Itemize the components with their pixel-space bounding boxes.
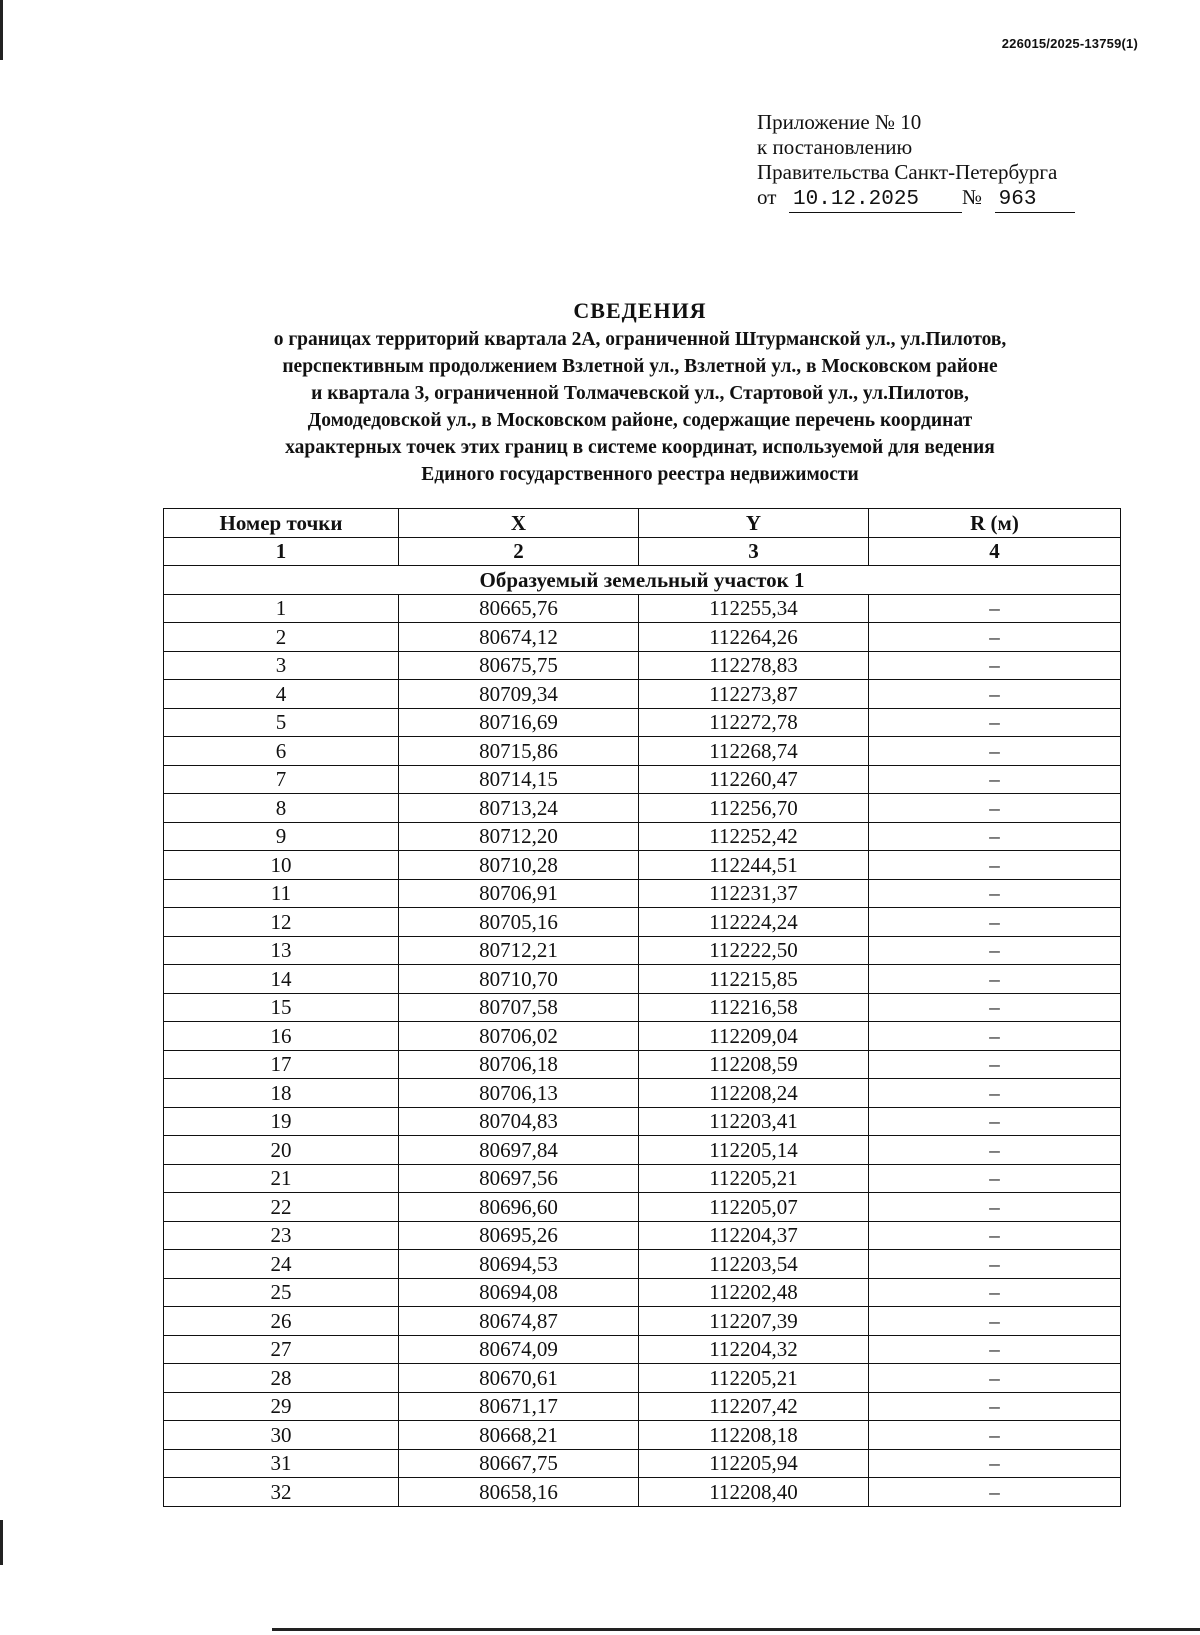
point-number-cell: 28 (164, 1364, 399, 1393)
y-coordinate-cell: 112208,18 (639, 1421, 869, 1450)
scan-bottom-edge (272, 1628, 1200, 1631)
point-number-cell: 3 (164, 651, 399, 680)
radius-cell: – (869, 993, 1121, 1022)
document-heading (160, 298, 1120, 488)
x-coordinate-cell: 80713,24 (399, 794, 639, 823)
radius-cell: – (869, 879, 1121, 908)
heading-title: СВЕДЕНИЯ (573, 298, 707, 323)
table-row (164, 651, 1121, 680)
table-row (164, 1022, 1121, 1051)
y-coordinate-cell: 112203,54 (639, 1250, 869, 1279)
radius-cell: – (869, 1478, 1121, 1507)
y-coordinate-cell: 112260,47 (639, 765, 869, 794)
appendix-resolution: к постановлению (757, 135, 913, 159)
y-coordinate-cell: 112208,24 (639, 1079, 869, 1108)
table-row (164, 993, 1121, 1022)
table-row (164, 1449, 1121, 1478)
y-coordinate-cell: 112208,40 (639, 1478, 869, 1507)
y-coordinate-cell: 112268,74 (639, 737, 869, 766)
table-body (164, 537, 1121, 1506)
y-coordinate-cell: 112273,87 (639, 680, 869, 709)
radius-cell: – (869, 708, 1121, 737)
table-row (164, 1221, 1121, 1250)
resolution-number: 963 (995, 187, 1075, 213)
radius-cell: – (869, 623, 1121, 652)
x-coordinate-cell: 80706,91 (399, 879, 639, 908)
x-coordinate-cell: 80710,28 (399, 851, 639, 880)
x-coordinate-cell: 80707,58 (399, 993, 639, 1022)
table-row (164, 623, 1121, 652)
point-number-cell: 27 (164, 1335, 399, 1364)
table-row (164, 794, 1121, 823)
heading-line: о границах территорий квартала 2А, ограниченной Штурманской ул., ул.Пилотов, (273, 329, 1007, 350)
point-number-cell: 6 (164, 737, 399, 766)
point-number-cell: 18 (164, 1079, 399, 1108)
y-coordinate-cell: 112202,48 (639, 1278, 869, 1307)
x-coordinate-cell: 80712,21 (399, 936, 639, 965)
y-coordinate-cell: 112231,37 (639, 879, 869, 908)
x-coordinate-cell: 80658,16 (399, 1478, 639, 1507)
y-coordinate-cell: 112207,39 (639, 1307, 869, 1336)
y-coordinate-cell: 112208,59 (639, 1050, 869, 1079)
heading-line: перспективным продолжением Взлетной ул., Взлетной ул., в Московском районе (282, 356, 998, 377)
x-coordinate-cell: 80694,08 (399, 1278, 639, 1307)
table-row (164, 594, 1121, 623)
x-coordinate-cell: 80697,84 (399, 1136, 639, 1165)
x-coordinate-cell: 80697,56 (399, 1164, 639, 1193)
x-coordinate-cell: 80667,75 (399, 1449, 639, 1478)
point-number-cell: 20 (164, 1136, 399, 1165)
radius-cell: – (869, 936, 1121, 965)
column-number: 4 (869, 537, 1121, 566)
point-number-cell: 12 (164, 908, 399, 937)
coordinates-table (163, 508, 1121, 1507)
point-number-cell: 13 (164, 936, 399, 965)
radius-cell: – (869, 1079, 1121, 1108)
x-coordinate-cell: 80714,15 (399, 765, 639, 794)
radius-cell: – (869, 1392, 1121, 1421)
radius-cell: – (869, 1307, 1121, 1336)
table-row (164, 1421, 1121, 1450)
x-coordinate-cell: 80694,53 (399, 1250, 639, 1279)
table-row (164, 936, 1121, 965)
column-number: 2 (399, 537, 639, 566)
radius-cell: – (869, 1421, 1121, 1450)
x-coordinate-cell: 80712,20 (399, 822, 639, 851)
appendix-date-line (757, 185, 1075, 213)
y-coordinate-cell: 112209,04 (639, 1022, 869, 1051)
radius-cell: – (869, 908, 1121, 937)
document-code: 226015/2025-13759(1) (1001, 36, 1138, 51)
y-coordinate-cell: 112272,78 (639, 708, 869, 737)
resolution-date: 10.12.2025 (789, 187, 962, 213)
radius-cell: – (869, 1050, 1121, 1079)
y-coordinate-cell: 112222,50 (639, 936, 869, 965)
y-coordinate-cell: 112252,42 (639, 822, 869, 851)
heading-line: Домодедовской ул., в Московском районе, содержащие перечень координат (307, 410, 973, 431)
scan-edge-mark-bottom (0, 1520, 3, 1565)
y-coordinate-cell: 112204,37 (639, 1221, 869, 1250)
y-coordinate-cell: 112205,94 (639, 1449, 869, 1478)
heading-line: Единого государственного реестра недвижимости (421, 464, 859, 485)
scan-edge-mark-top (0, 0, 3, 60)
section-row (164, 566, 1121, 595)
point-number-cell: 17 (164, 1050, 399, 1079)
table-row (164, 1478, 1121, 1507)
table-row (164, 879, 1121, 908)
table-row (164, 1136, 1121, 1165)
table-row (164, 1335, 1121, 1364)
point-number-cell: 2 (164, 623, 399, 652)
appendix-government: Правительства Санкт-Петербурга (757, 160, 1058, 184)
y-coordinate-cell: 112224,24 (639, 908, 869, 937)
x-coordinate-cell: 80670,61 (399, 1364, 639, 1393)
column-number: 1 (164, 537, 399, 566)
radius-cell: – (869, 1107, 1121, 1136)
table-row (164, 908, 1121, 937)
radius-cell: – (869, 737, 1121, 766)
table-row (164, 1307, 1121, 1336)
section-title: Образуемый земельный участок 1 (164, 566, 1121, 595)
radius-cell: – (869, 1164, 1121, 1193)
x-coordinate-cell: 80675,75 (399, 651, 639, 680)
radius-cell: – (869, 765, 1121, 794)
radius-cell: – (869, 594, 1121, 623)
point-number-cell: 32 (164, 1478, 399, 1507)
y-coordinate-cell: 112264,26 (639, 623, 869, 652)
y-coordinate-cell: 112256,70 (639, 794, 869, 823)
table-row (164, 1278, 1121, 1307)
y-coordinate-cell: 112203,41 (639, 1107, 869, 1136)
heading-line: и квартала 3, ограниченной Толмачевской ул., Стартовой ул., ул.Пилотов, (311, 383, 969, 404)
point-number-cell: 19 (164, 1107, 399, 1136)
header-y: Y (639, 509, 869, 538)
point-number-cell: 26 (164, 1307, 399, 1336)
x-coordinate-cell: 80709,34 (399, 680, 639, 709)
y-coordinate-cell: 112207,42 (639, 1392, 869, 1421)
x-coordinate-cell: 80715,86 (399, 737, 639, 766)
table-row (164, 708, 1121, 737)
point-number-cell: 11 (164, 879, 399, 908)
point-number-cell: 30 (164, 1421, 399, 1450)
table-row (164, 765, 1121, 794)
point-number-cell: 16 (164, 1022, 399, 1051)
x-coordinate-cell: 80671,17 (399, 1392, 639, 1421)
number-prefix: № (962, 185, 983, 209)
y-coordinate-cell: 112244,51 (639, 851, 869, 880)
y-coordinate-cell: 112278,83 (639, 651, 869, 680)
table-header-row (164, 509, 1121, 538)
point-number-cell: 14 (164, 965, 399, 994)
table-row (164, 737, 1121, 766)
radius-cell: – (869, 1136, 1121, 1165)
radius-cell: – (869, 1335, 1121, 1364)
point-number-cell: 31 (164, 1449, 399, 1478)
point-number-cell: 21 (164, 1164, 399, 1193)
table-row (164, 1050, 1121, 1079)
appendix-title: Приложение № 10 (757, 110, 922, 134)
point-number-cell: 9 (164, 822, 399, 851)
table-row (164, 1193, 1121, 1222)
point-number-cell: 7 (164, 765, 399, 794)
y-coordinate-cell: 112205,14 (639, 1136, 869, 1165)
y-coordinate-cell: 112205,21 (639, 1364, 869, 1393)
appendix-block (757, 110, 1075, 213)
radius-cell: – (869, 1278, 1121, 1307)
x-coordinate-cell: 80705,16 (399, 908, 639, 937)
point-number-cell: 25 (164, 1278, 399, 1307)
y-coordinate-cell: 112215,85 (639, 965, 869, 994)
x-coordinate-cell: 80716,69 (399, 708, 639, 737)
table-row (164, 851, 1121, 880)
point-number-cell: 5 (164, 708, 399, 737)
header-radius: R (м) (869, 509, 1121, 538)
x-coordinate-cell: 80668,21 (399, 1421, 639, 1450)
point-number-cell: 23 (164, 1221, 399, 1250)
table-row (164, 1364, 1121, 1393)
radius-cell: – (869, 651, 1121, 680)
point-number-cell: 22 (164, 1193, 399, 1222)
y-coordinate-cell: 112205,07 (639, 1193, 869, 1222)
point-number-cell: 4 (164, 680, 399, 709)
table-row (164, 1107, 1121, 1136)
x-coordinate-cell: 80704,83 (399, 1107, 639, 1136)
column-number: 3 (639, 537, 869, 566)
y-coordinate-cell: 112205,21 (639, 1164, 869, 1193)
x-coordinate-cell: 80706,02 (399, 1022, 639, 1051)
table-row (164, 1250, 1121, 1279)
radius-cell: – (869, 822, 1121, 851)
point-number-cell: 8 (164, 794, 399, 823)
table-row (164, 1079, 1121, 1108)
radius-cell: – (869, 680, 1121, 709)
table-row (164, 1164, 1121, 1193)
point-number-cell: 24 (164, 1250, 399, 1279)
x-coordinate-cell: 80695,26 (399, 1221, 639, 1250)
table-row (164, 822, 1121, 851)
column-number-row (164, 537, 1121, 566)
point-number-cell: 10 (164, 851, 399, 880)
header-point-number: Номер точки (164, 509, 399, 538)
y-coordinate-cell: 112204,32 (639, 1335, 869, 1364)
radius-cell: – (869, 1449, 1121, 1478)
point-number-cell: 1 (164, 594, 399, 623)
table-row (164, 680, 1121, 709)
x-coordinate-cell: 80696,60 (399, 1193, 639, 1222)
radius-cell: – (869, 1022, 1121, 1051)
x-coordinate-cell: 80674,09 (399, 1335, 639, 1364)
date-prefix: от (757, 185, 777, 209)
radius-cell: – (869, 1364, 1121, 1393)
radius-cell: – (869, 1221, 1121, 1250)
x-coordinate-cell: 80710,70 (399, 965, 639, 994)
table-row (164, 965, 1121, 994)
radius-cell: – (869, 1193, 1121, 1222)
radius-cell: – (869, 965, 1121, 994)
x-coordinate-cell: 80706,18 (399, 1050, 639, 1079)
x-coordinate-cell: 80674,87 (399, 1307, 639, 1336)
x-coordinate-cell: 80665,76 (399, 594, 639, 623)
radius-cell: – (869, 794, 1121, 823)
radius-cell: – (869, 851, 1121, 880)
heading-line: характерных точек этих границ в системе координат, используемой для ведения (285, 437, 995, 458)
y-coordinate-cell: 112216,58 (639, 993, 869, 1022)
x-coordinate-cell: 80674,12 (399, 623, 639, 652)
table-row (164, 1392, 1121, 1421)
x-coordinate-cell: 80706,13 (399, 1079, 639, 1108)
y-coordinate-cell: 112255,34 (639, 594, 869, 623)
header-x: X (399, 509, 639, 538)
point-number-cell: 29 (164, 1392, 399, 1421)
point-number-cell: 15 (164, 993, 399, 1022)
radius-cell: – (869, 1250, 1121, 1279)
